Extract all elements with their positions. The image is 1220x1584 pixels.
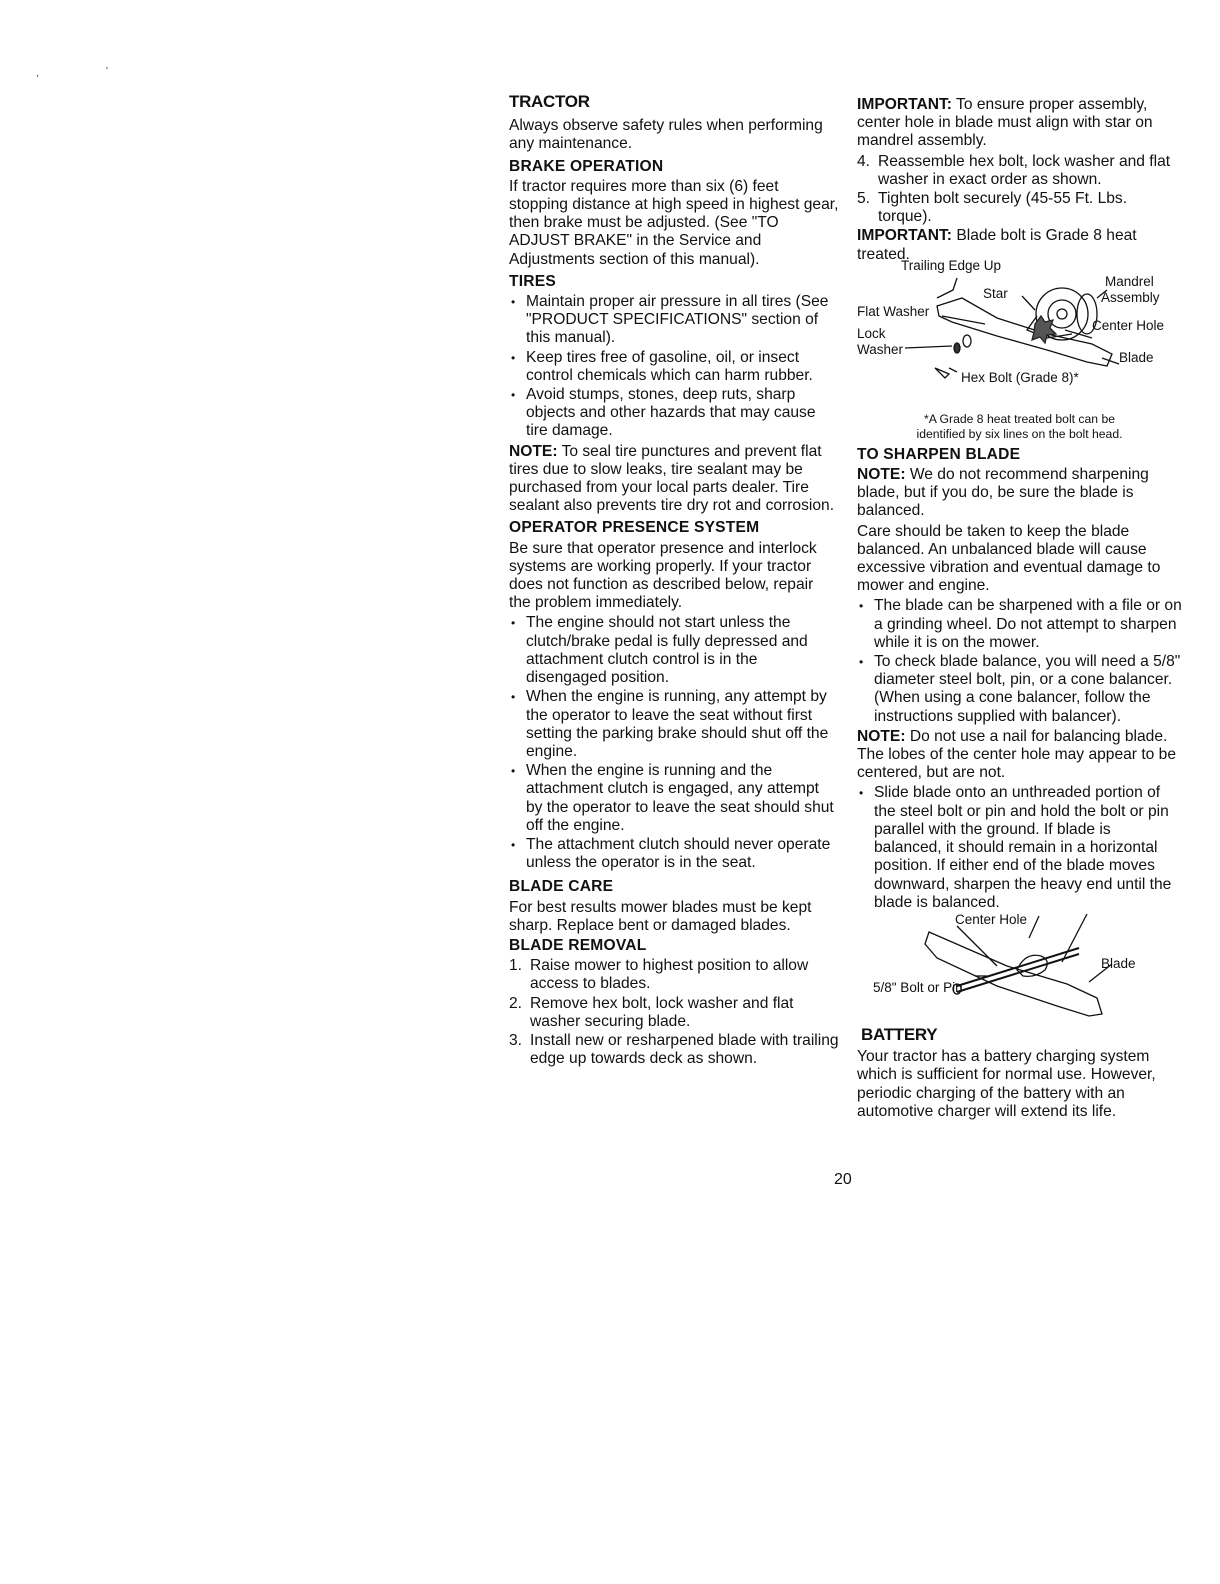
- bolt-label: 5/8" Bolt or Pin: [873, 979, 963, 995]
- important-label: IMPORTANT:: [857, 227, 952, 245]
- brake-heading: BRAKE OPERATION: [509, 157, 664, 175]
- center-hole-label: Center Hole: [1092, 317, 1165, 333]
- list-item: 2. Remove hex bolt, lock washer and flat washer securing blade.: [509, 994, 794, 1030]
- nail-note: NOTE: Do not use a nail for balancing blade. The lobes of the center hole may appear to be centered, but are not.: [857, 727, 1177, 782]
- grade-footnote: *A Grade 8 heat treated bolt can be identified by six lines on the bolt head.: [916, 411, 1123, 441]
- center-hole-label: Center Hole: [955, 911, 1028, 927]
- flat-washer-label: Flat Washer: [857, 303, 930, 319]
- sharpen-heading: TO SHARPEN BLADE: [857, 445, 1021, 463]
- mandrel-label: Mandrel: [1105, 273, 1154, 289]
- battery-heading: BATTERY: [861, 1024, 938, 1044]
- ops-list: [509, 614, 839, 872]
- note-label: NOTE:: [857, 727, 906, 745]
- important-label: IMPORTANT:: [857, 96, 952, 113]
- list-item: 5. Tighten bolt securely (45-55 Ft. Lbs. torque).: [857, 190, 1128, 226]
- blade-assembly-diagram: [857, 257, 1182, 406]
- note-label: NOTE:: [509, 442, 558, 460]
- tractor-heading: TRACTOR: [509, 92, 590, 111]
- washer-label: Washer: [857, 341, 904, 357]
- list-item: • The blade can be sharpened with a file or on a grinding wheel. Do not attempt to sharpen while it is on the mower.: [857, 597, 1182, 652]
- blade-balance-diagram: [857, 911, 1182, 1032]
- list-item: 1. Raise mower to highest position to allow access to blades.: [509, 957, 809, 993]
- sharpen-note: NOTE: We do not recommend sharpening blade, but if you do, be sure the blade is balanced.: [857, 466, 1149, 520]
- list-item: 4. Reassemble hex bolt, lock washer and flat washer in exact order as shown.: [857, 152, 1171, 188]
- blade-care-text: For best results mower blades must be kept sharp. Replace bent or damaged blades.: [509, 898, 812, 934]
- list-item: • Slide blade onto an unthreaded portion of the steel bolt or pin and hold the bolt or pin parallel with the ground. If blade is balanced, it should remain in a horizontal position. If either end of the blade moves downward, sharpen the heavy end until the blade is balanced.: [857, 784, 1182, 911]
- hex-bolt-label: Hex Bolt (Grade 8)*: [961, 369, 1079, 385]
- ops-heading: OPERATOR PRESENCE SYSTEM: [509, 519, 760, 537]
- tractor-text: Always observe safety rules when performing any maintenance.: [509, 117, 823, 153]
- list-item: • Keep tires free of gasoline, oil, or insect control chemicals which can harm rubber.: [509, 349, 839, 385]
- sharpen-text: Care should be taken to keep the blade balanced. An unbalanced blade will cause excessive vibration and eventual damage to mower and engine.: [857, 522, 1161, 595]
- balance-list: [857, 784, 1182, 911]
- blade-label: Blade: [1101, 955, 1136, 971]
- list-item: • The attachment clutch should never operate unless the operator is in the seat.: [509, 836, 839, 872]
- right-column: [857, 96, 1182, 1123]
- tires-heading: TIRES: [509, 272, 556, 290]
- tires-list: [509, 293, 839, 441]
- blade-balance-drawing: [857, 911, 1182, 1032]
- blade-care-heading: BLADE CARE: [509, 878, 614, 896]
- list-item: 3. Install new or resharpened blade with trailing edge up towards deck as shown.: [509, 1031, 839, 1068]
- ops-text: Be sure that operator presence and interlock systems are working properly. If your tractor does not function as described below, repair the problem immediately.: [509, 539, 817, 612]
- reassembly-steps: [857, 153, 1182, 227]
- stray-mark: ': [106, 66, 108, 77]
- sharpen-list: [857, 597, 1182, 725]
- left-column: [509, 93, 839, 1069]
- list-item: • When the engine is running, any attempt by the operator to leave the seat without first setting the parking brake should shut off the engine.: [509, 688, 839, 761]
- blade-removal-steps: [509, 957, 839, 1068]
- list-item: • When the engine is running and the attachment clutch is engaged, any attempt by the operator to leave the seat should shut off the engine.: [509, 762, 839, 835]
- blade-label: Blade: [1119, 349, 1154, 365]
- tires-note: [509, 443, 839, 516]
- note-text: To seal tire punctures and prevent flat tires due to slow leaks, tire sealant may be purchased from your local parts dealer. Tire sealant also prevents tire dry rot and corrosion.: [509, 442, 835, 515]
- star-label: Star: [983, 285, 1008, 301]
- lock-label: Lock: [857, 325, 886, 341]
- star-shape: [1032, 316, 1056, 343]
- important-note: IMPORTANT: Blade bolt is Grade 8 heat treated.: [857, 227, 1137, 263]
- note-label: NOTE:: [857, 466, 906, 484]
- page-number: 20: [834, 1171, 852, 1188]
- brake-text: If tractor requires more than six (6) feet stopping distance at high speed in highest gear, then brake must be adjusted. (See "TO ADJUST BRAKE" in the Service and Adjustments section of this manual).: [509, 177, 839, 268]
- trailing-edge-label: Trailing Edge Up: [901, 257, 1002, 273]
- assembly-label: Assembly: [1101, 289, 1160, 305]
- list-item: • Maintain proper air pressure in all tires (See "PRODUCT SPECIFICATIONS" section of this manual).: [509, 293, 839, 348]
- blade-shape: [937, 298, 1112, 366]
- list-item: • The engine should not start unless the clutch/brake pedal is fully depressed and attachment clutch control is in the disengaged position.: [509, 614, 839, 687]
- list-item: • To check blade balance, you will need a 5/8" diameter steel bolt, pin, or a cone balancer. (When using a cone balancer, follow the instructions supplied with balancer).: [857, 653, 1182, 726]
- important-note: IMPORTANT: To ensure proper assembly, center hole in blade must align with star on mandrel assembly.: [857, 96, 1153, 150]
- battery-text: Your tractor has a battery charging system which is sufficient for normal use. However, periodic charging of the battery with an automotive charger will extend its life.: [857, 1048, 1156, 1120]
- stray-mark: ,: [36, 68, 39, 79]
- list-item: • Avoid stumps, stones, deep ruts, sharp objects and other hazards that may cause tire damage.: [509, 386, 839, 441]
- blade-removal-heading: BLADE REMOVAL: [509, 936, 647, 954]
